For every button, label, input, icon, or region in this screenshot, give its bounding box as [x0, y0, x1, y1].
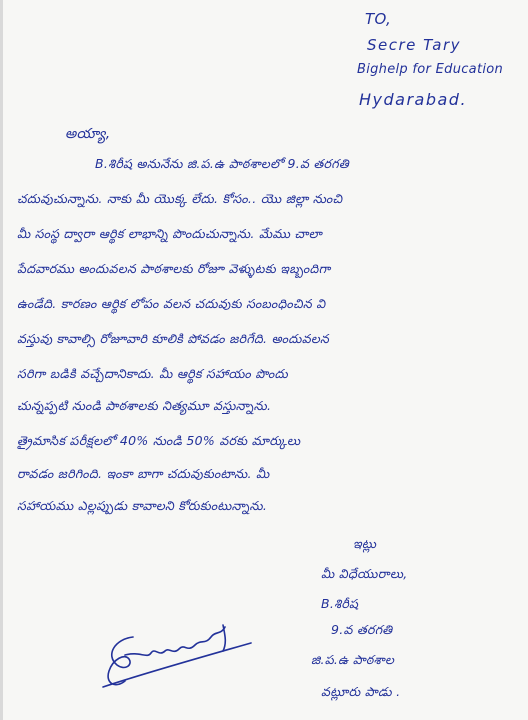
body-line-10: రావడం జరిగింది. ఇంకా బాగా చదువుకుంటాను. మీ: [17, 466, 270, 481]
recipient-title: Secre Tary: [367, 36, 461, 54]
closing-line-6: వట్లూరు పాడు .: [321, 684, 401, 699]
closing-line-3: B.శిరీష: [321, 596, 359, 611]
body-line-9: త్రైమాసిక పరీక్షలలో 40% నుండి 50% వరకు మార్కులు: [17, 433, 301, 448]
body-line-8: చున్నప్పటి నుండి పాఠశాలకు నిత్యమూ వస్తున్నాను.: [17, 398, 272, 413]
closing-line-5: జి.ప.ఉ పాఠశాల: [311, 652, 395, 667]
handwritten-signature: [95, 615, 265, 705]
recipient-to: TO,: [365, 10, 392, 28]
body-line-4: పేదవారము అందువలన పాఠశాలకు రోజూ వెళ్ళుటకు ఇబ్బందిగా: [17, 261, 331, 276]
body-line-1: B.శిరీష అనునేను జి.ప.ఉ పాఠశాలలో 9.వ తరగతి: [95, 156, 349, 171]
recipient-city: Hydarabad.: [359, 90, 468, 109]
body-line-7: సరిగా బడికి వచ్చేదానికాదు. మీ ఆర్థిక సహాయం పొందు: [17, 366, 288, 381]
closing-line-2: మీ విధేయురాలు,: [321, 566, 408, 581]
body-line-6: వస్తువు కావాల్సి రోజూవారి కూలికి పోవడం జరిగేది. అందువలన: [17, 331, 330, 346]
closing-line-1: ఇట్లు: [353, 536, 377, 551]
closing-line-4: 9.వ తరగతి: [331, 622, 393, 637]
body-line-2: చదువుచున్నాను. నాకు మీ యొక్క లేదు. కోసం.. యొ జిల్లా నుంచి: [17, 191, 343, 206]
body-line-11: సహాయము ఎల్లప్పుడు కావాలని కోరుకుంటున్నాను.: [17, 498, 268, 513]
body-line-5: ఉండేది. కారణం ఆర్థిక లోపం వలన చదువుకు సంబంధించిన వి: [17, 296, 326, 311]
body-line-3: మీ సంస్థ ద్వారా ఆర్థిక లాభాన్ని పొందుచున్నాను. మేము చాలా: [17, 226, 323, 241]
salutation: అయ్యా,: [65, 126, 111, 142]
recipient-org: Bighelp for Education: [357, 62, 504, 77]
